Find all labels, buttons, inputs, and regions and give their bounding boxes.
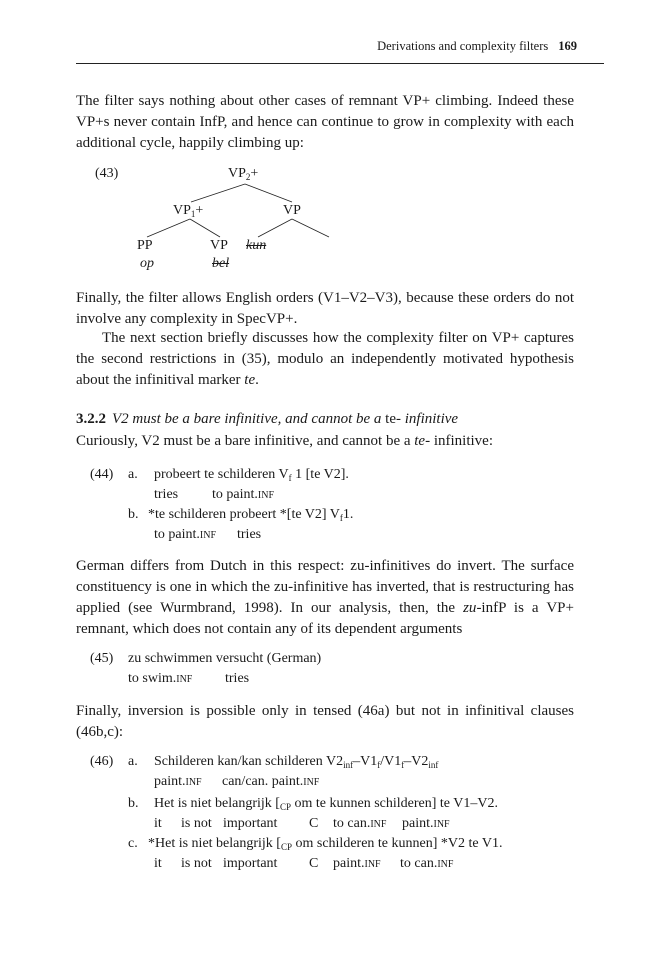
example-number: (43) xyxy=(95,166,119,181)
branch-vp-right xyxy=(292,219,329,237)
gloss-word: tries xyxy=(225,671,250,686)
item-label: b. xyxy=(128,796,139,811)
paragraph-5: German differs from Dutch in this respect: zu-infinitives do invert. The surface constituency is one in which the zu-infinitive has inverted, that is restructuring has applied (see Wurmbrand, 1998). In our analysis, then, the zu-infP is a VP+ remnant, which does not contain any of its dependent arguments xyxy=(76,558,574,637)
example-line: Schilderen kan/kan schilderen $V2_{inf}-V1_f/V1_f-V2_{inf}$ xyxy=(154,754,439,770)
item-label: a. xyxy=(128,754,138,769)
example-line: *Het is niet belangrijk [$_{CP}$ om schilderen te kunnen] *V2 te V1. xyxy=(148,836,503,852)
example-line: zu schwimmen versucht (German) xyxy=(128,651,322,666)
item-label: a. xyxy=(128,467,138,482)
example-line: *te schilderen probeert *[te V2] $V_f1$. xyxy=(148,507,354,523)
tree-node-pp: PP xyxy=(137,238,153,253)
gloss-word: paint.inf xyxy=(154,774,202,789)
page-number: 169 xyxy=(558,39,577,53)
gloss-word: tries xyxy=(154,487,179,502)
gloss-word: paint.inf xyxy=(402,816,450,831)
tree-leaf-kun: kun xyxy=(246,238,267,253)
gloss-word: C xyxy=(309,856,319,871)
gloss-word: to can.inf xyxy=(400,856,454,871)
item-label: c. xyxy=(128,836,138,851)
gloss-word: is not xyxy=(181,816,212,831)
item-label: b. xyxy=(128,507,139,522)
section-heading: 3.2.2 V2 must be a bare infinitive, and cannot be a te- infinitive xyxy=(76,411,459,427)
gloss-word: important xyxy=(223,816,278,831)
branch-root-right xyxy=(245,184,292,202)
gloss-word: it xyxy=(154,856,162,871)
gloss-word: C xyxy=(309,816,319,831)
example-number: (44) xyxy=(90,467,114,482)
paragraph-2: Finally, the filter allows English orders (V1–V2–V3), because these orders do not involve any complexity in SpecVP+. xyxy=(76,290,574,327)
paragraph-4: Curiously, V2 must be a bare infinitive, and cannot be a te- infinitive: xyxy=(76,433,494,449)
tree-node-vp: VP xyxy=(210,238,228,253)
gloss-word: to paint.inf xyxy=(154,527,217,542)
branch-vp1-vp xyxy=(190,219,220,237)
example-number: (45) xyxy=(90,651,114,666)
example-line: Het is niet belangrijk [$_{CP}$ om te kunnen schilderen] te V1–V2. xyxy=(154,796,498,812)
tree-leaf-op: op xyxy=(140,256,154,271)
tree-node-vp1: $VP_1+$ xyxy=(173,203,204,219)
paragraph-6: Finally, inversion is possible only in tensed (46a) but not in infinitival clauses (46b,c): xyxy=(76,703,574,740)
gloss-word: tries xyxy=(237,527,262,542)
branch-vp-kun xyxy=(258,219,292,237)
gloss-word: can/can. paint.inf xyxy=(222,774,320,789)
branch-root-left xyxy=(191,184,245,202)
tree-node-root: $VP_2+$ xyxy=(228,166,259,182)
tree-branches xyxy=(0,0,650,300)
gloss-word: to can.inf xyxy=(333,816,387,831)
gloss-word: it xyxy=(154,816,162,831)
example-line: probeert te schilderen $V_f$ 1 [te V2]. xyxy=(154,467,349,483)
tree-node-vp-right: VP xyxy=(283,203,301,218)
tree-leaf-bel: bel xyxy=(212,256,230,271)
gloss-word: to swim.inf xyxy=(128,671,193,686)
gloss-word: to paint.inf xyxy=(212,487,275,502)
running-title: Derivations and complexity filters xyxy=(377,39,549,53)
paragraph-3: The next section briefly discusses how the complexity filter on VP+ captures the second restrictions in (35), modulo an independently motivated hypothesis about the infinitival marker te. xyxy=(76,330,574,388)
gloss-word: is not xyxy=(181,856,212,871)
branch-vp1-pp xyxy=(147,219,190,237)
gloss-word: important xyxy=(223,856,278,871)
gloss-word: paint.inf xyxy=(333,856,381,871)
paragraph-1: The filter says nothing about other cases of remnant VP+ climbing. Indeed these VP+s never contain InfP, and hence can continue to grow in complexity with each additional cycle, happily climbing up: xyxy=(76,93,574,151)
example-number: (46) xyxy=(90,754,114,769)
